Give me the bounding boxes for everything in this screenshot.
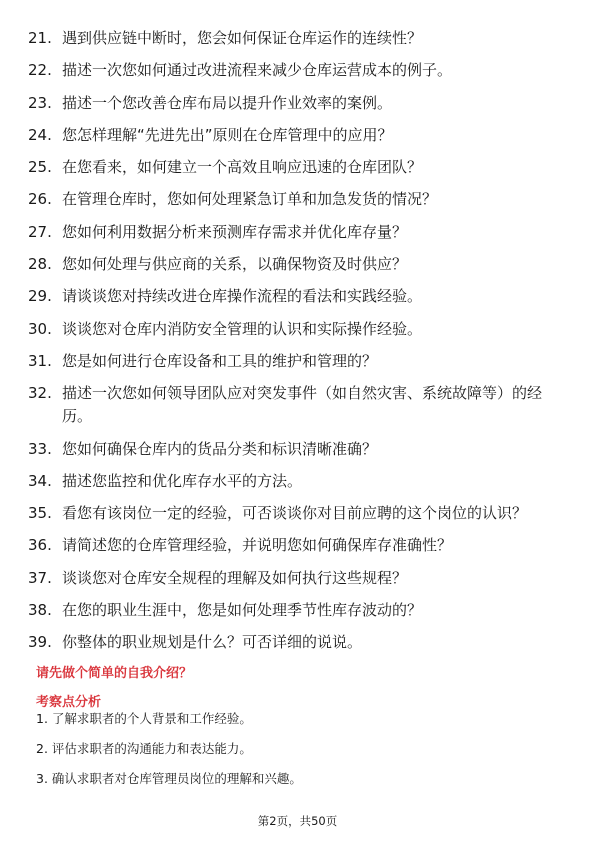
question-text: 您是如何进行仓库设备和工具的维护和管理的？ <box>62 351 378 370</box>
question-text: 描述您监控和优化库存水平的方法。 <box>62 471 303 490</box>
question-number: 36. <box>28 536 52 555</box>
question-number: 22. <box>28 61 52 80</box>
question-number: 38. <box>28 601 52 620</box>
question-item <box>28 631 568 654</box>
question-number: 34. <box>28 471 52 490</box>
intro-question-heading: 请先做个简单的自我介绍？ <box>36 666 193 681</box>
question-text: 您如何确保仓库内的货品分类和标识清晰准确？ <box>62 439 378 458</box>
question-item <box>28 92 568 115</box>
analysis-points <box>36 710 566 800</box>
question-number: 30. <box>28 319 52 338</box>
question-number: 25. <box>28 158 52 177</box>
page-footer: 第2页，共50页 <box>257 814 338 828</box>
question-number: 33. <box>28 439 52 458</box>
question-item <box>28 221 568 244</box>
question-number: 23. <box>28 93 52 112</box>
analysis-point: 1. 了解求职者的个人背景和工作经验。 <box>36 711 252 726</box>
question-number: 37. <box>28 568 52 587</box>
question-text: 您如何处理与供应商的关系，以确保物资及时供应？ <box>62 255 408 274</box>
question-number: 31. <box>28 351 52 370</box>
question-text: 看您有该岗位一定的经验，可否谈谈你对目前应聘的这个岗位的认识？ <box>62 504 528 523</box>
analysis-point: 2. 评估求职者的沟通能力和表达能力。 <box>36 741 252 756</box>
question-item <box>28 156 568 179</box>
question-item <box>28 350 568 373</box>
question-text: 请简述您的仓库管理经验，并说明您如何确保库存准确性？ <box>62 536 453 555</box>
question-number: 21. <box>28 29 52 47</box>
question-item <box>28 382 568 428</box>
question-text: 在您看来，如何建立一个高效且响应迅速的仓库团队？ <box>62 158 423 177</box>
question-text: 遇到供应链中断时，您会如何保证仓库运作的连续性？ <box>62 29 423 47</box>
question-item <box>28 534 568 557</box>
question-item <box>28 470 568 493</box>
question-item <box>28 285 568 308</box>
question-text: 您怎样理解“先进先出”原则在仓库管理中的应用？ <box>62 125 393 144</box>
question-text: 您如何利用数据分析来预测库存需求并优化库存量？ <box>62 222 408 241</box>
question-item <box>28 567 568 590</box>
question-number: 26. <box>28 190 52 209</box>
analysis-heading: 考察点分析 <box>36 695 102 710</box>
question-list <box>28 27 568 664</box>
question-text: 请谈谈您对持续改进仓库操作流程的看法和实践经验。 <box>62 287 423 306</box>
question-text: 你整体的职业规划是什么？可否详细的说说。 <box>62 633 363 652</box>
question-text: 描述一次您如何通过改进流程来减少仓库运营成本的例子。 <box>62 61 453 80</box>
question-item <box>28 253 568 276</box>
question-item <box>28 438 568 461</box>
question-text: 谈谈您对仓库安全规程的理解及如何执行这些规程？ <box>62 568 408 587</box>
analysis-point: 3. 确认求职者对仓库管理员岗位的理解和兴趣。 <box>36 771 302 786</box>
question-number: 32. <box>28 384 52 403</box>
question-item <box>28 27 568 50</box>
question-item <box>28 599 568 622</box>
question-number: 39. <box>28 633 52 652</box>
question-text: 在您的职业生涯中，您是如何处理季节性库存波动的？ <box>62 601 423 620</box>
question-number: 24. <box>28 125 52 144</box>
question-number: 28. <box>28 255 52 274</box>
question-text: 描述一个您改善仓库布局以提升作业效率的案例。 <box>62 93 393 112</box>
question-item <box>28 124 568 147</box>
question-number: 29. <box>28 287 52 306</box>
question-number: 35. <box>28 504 52 523</box>
question-number: 27. <box>28 222 52 241</box>
question-text: 谈谈您对仓库内消防安全管理的认识和实际操作经验。 <box>62 319 423 338</box>
question-item <box>28 502 568 525</box>
question-item <box>28 188 568 211</box>
question-text: 在管理仓库时，您如何处理紧急订单和加急发货的情况？ <box>62 190 438 209</box>
question-item <box>28 59 568 82</box>
question-text: 描述一次您如何领导团队应对突发事件（如自然灾害、系统故障等）的经历。 <box>62 384 543 426</box>
question-item <box>28 318 568 341</box>
